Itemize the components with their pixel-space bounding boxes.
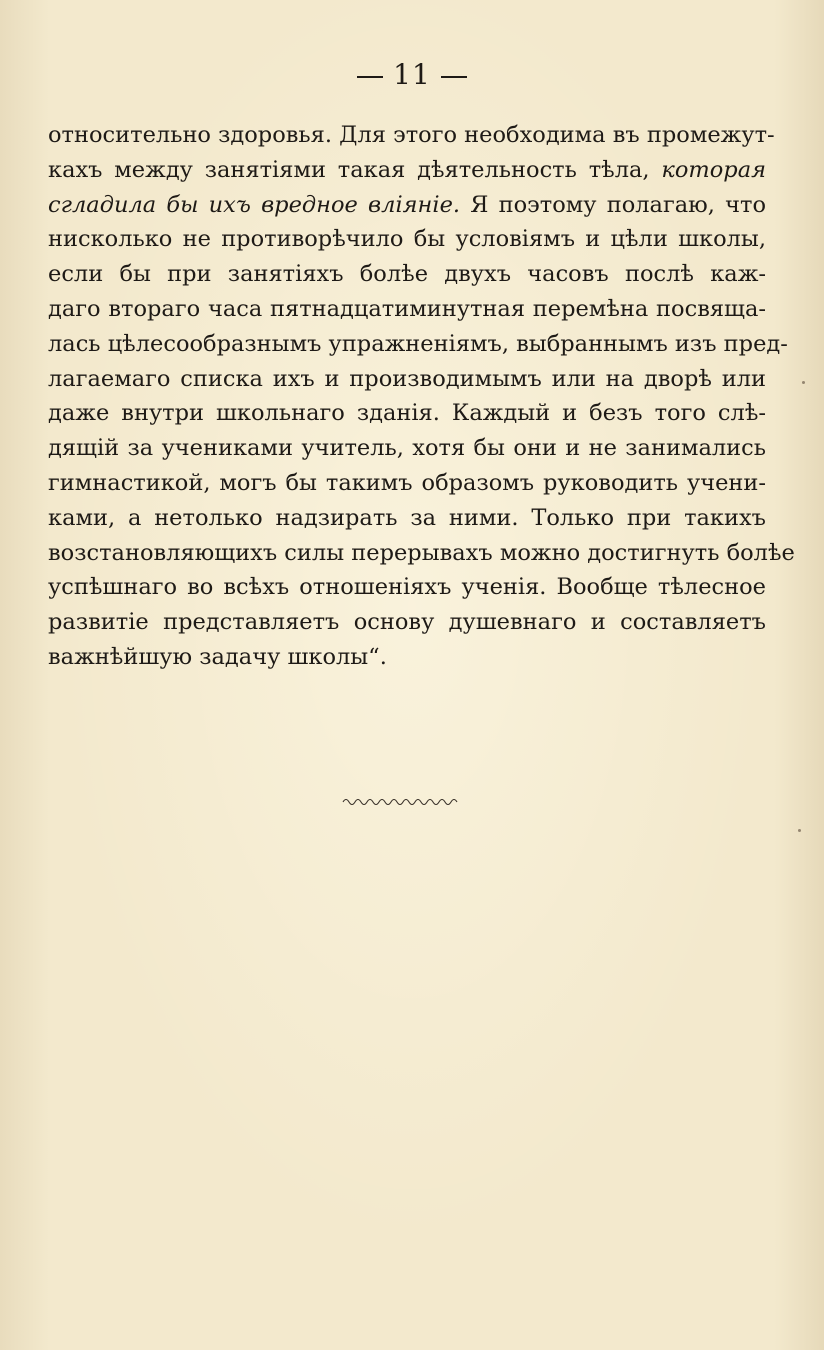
text-line: успѣшнаго во всѣхъ отношеніяхъ ученія. Вообще тѣлесное	[48, 574, 766, 601]
wavy-divider-ornament	[341, 796, 459, 808]
text-line: относительно здоровья. Для этого необходима въ промежут-	[48, 122, 775, 148]
text-line: если бы при занятіяхъ болѣе двухъ часовъ послѣ каж-	[48, 261, 766, 288]
text-line: важнѣйшую задачу школы“.	[48, 643, 387, 670]
text-line: гимнастикой, могъ бы такимъ образомъ руководить учени-	[48, 469, 766, 496]
text-line: возстановляющихъ силы перерывахъ можно достигнуть болѣе	[48, 539, 795, 566]
text-segment: Я поэтому полагаю, что	[470, 191, 766, 218]
text-line: ками, а нетолько надзирать за ними. Только при такихъ	[48, 504, 766, 531]
text-line: нисколько не противорѣчило бы условіямъ и цѣли школы,	[48, 226, 766, 253]
text-line: развитіе представляетъ основу душевнаго и составляетъ	[48, 609, 766, 636]
text-line	[48, 188, 766, 223]
text-line: дящій за учениками учитель, хотя бы они и не занимались	[48, 435, 766, 462]
italic-segment: сгладила бы ихъ вредное вліяніе.	[48, 191, 461, 218]
paper-speck	[802, 381, 805, 384]
text-line: лагаемаго списка ихъ и производимымъ или на дворѣ или	[48, 365, 766, 392]
page-number-value: 11	[393, 58, 431, 91]
paper-speck	[798, 829, 801, 832]
body-paragraph	[48, 118, 795, 675]
text-line	[48, 153, 766, 188]
page-number	[0, 58, 824, 91]
page-number-dash-left	[357, 76, 383, 78]
page-number-dash-right	[441, 76, 467, 78]
text-line: даго втораго часа пятнадцатиминутная перемѣна посвяща-	[48, 295, 766, 322]
text-segment: кахъ между занятіями такая дѣятельность тѣла,	[48, 156, 650, 183]
italic-segment: которая	[661, 156, 767, 183]
text-line: даже внутри школьнаго зданія. Каждый и безъ того слѣ-	[48, 400, 766, 427]
text-line: лась цѣлесообразнымъ упражненіямъ, выбраннымъ изъ пред-	[48, 330, 788, 357]
